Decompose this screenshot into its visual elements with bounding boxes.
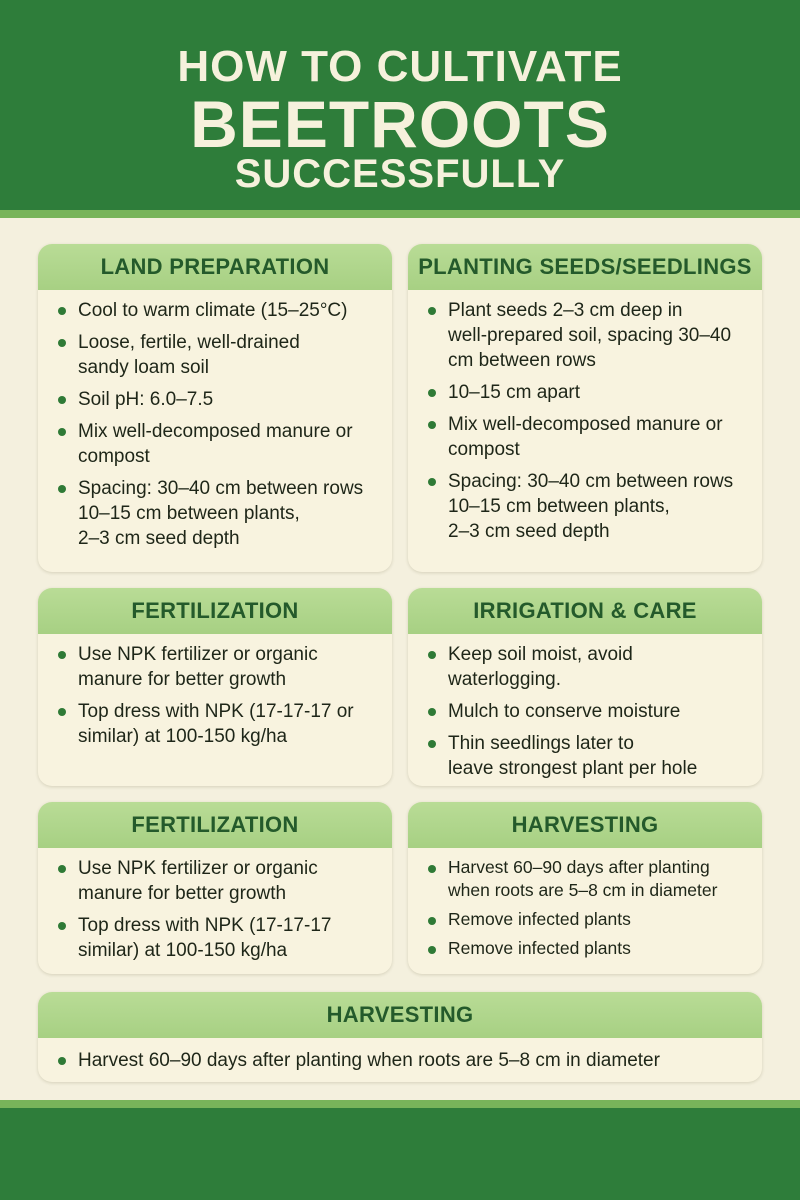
bullet-dot-icon	[428, 651, 436, 659]
bullet-text: sandy loam soil	[78, 357, 209, 378]
bullet-text: Thin seedlings later to	[448, 733, 634, 754]
bullet-dot-icon	[58, 428, 66, 436]
bullet-item	[56, 298, 378, 323]
bullet-text: compost	[78, 446, 150, 467]
bullet-text: Remove infected plants	[448, 909, 631, 929]
bullet-item	[56, 856, 378, 906]
bullet-item	[426, 298, 748, 373]
bullet-item	[426, 412, 748, 462]
bullet-text: Cool to warm climate (15–25°C)	[78, 300, 348, 321]
bullet-text: leave strongest plant per hole	[448, 758, 698, 779]
bullet-item	[426, 731, 748, 781]
bullet-dot-icon	[58, 339, 66, 347]
bullet-list	[38, 290, 392, 568]
bullet-text: Top dress with NPK (17-17-17 or	[78, 701, 354, 722]
title-line-3: SUCCESSFULLY	[234, 152, 566, 196]
bullet-text: Plant seeds 2–3 cm deep in	[448, 300, 683, 321]
bullet-text: when roots are 5–8 cm in diameter	[448, 880, 718, 900]
bullet-text: well-prepared soil, spacing 30–40	[448, 325, 732, 346]
bullet-dot-icon	[428, 389, 436, 397]
bullet-dot-icon	[428, 740, 436, 748]
bullet-item	[56, 330, 378, 380]
card-irrigation	[408, 588, 762, 786]
bullet-text: manure for better growth	[78, 883, 287, 904]
bullet-text: Mulch to conserve moisture	[448, 701, 681, 722]
header-stripe	[0, 210, 800, 218]
bullet-dot-icon	[58, 922, 66, 930]
card-title: IRRIGATION & CARE	[408, 588, 762, 634]
bullet-item	[426, 856, 748, 902]
bullet-list	[408, 848, 762, 976]
bullet-item	[426, 937, 748, 960]
bullet-list	[38, 848, 392, 980]
bullet-text: 10–15 cm between plants,	[448, 496, 670, 517]
bullet-text: Harvest 60–90 days after planting	[448, 857, 710, 877]
card-title: FERTILIZATION	[38, 802, 392, 848]
bullet-dot-icon	[58, 651, 66, 659]
card-title: LAND PREPARATION	[38, 244, 392, 290]
bullet-text: Mix well-decomposed manure or	[448, 414, 723, 435]
bullet-list	[38, 634, 392, 766]
footer-stripe	[0, 1100, 800, 1108]
bullet-item	[56, 1048, 748, 1073]
bullet-dot-icon	[58, 865, 66, 873]
bullet-item	[56, 419, 378, 469]
bullet-dot-icon	[428, 421, 436, 429]
card-fertilization-2	[38, 802, 392, 974]
bullet-text: Spacing: 30–40 cm between rows	[448, 471, 734, 492]
card-harvesting-2	[38, 992, 762, 1082]
bullet-text: Keep soil moist, avoid	[448, 644, 633, 665]
bullet-text: waterlogging.	[448, 669, 562, 690]
bullet-item	[56, 642, 378, 692]
bullet-text: similar) at 100-150 kg/ha	[78, 940, 288, 961]
bullet-text: Soil pH: 6.0–7.5	[78, 389, 214, 410]
bullet-item	[426, 908, 748, 931]
bullet-dot-icon	[58, 485, 66, 493]
bullet-text: manure for better growth	[78, 669, 287, 690]
title-line-1: HOW TO CULTIVATE	[177, 42, 623, 91]
bullet-text: 10–15 cm between plants,	[78, 503, 300, 524]
bullet-text: 10–15 cm apart	[448, 382, 581, 403]
bullet-dot-icon	[428, 307, 436, 315]
bullet-item	[56, 913, 378, 963]
title-banner	[0, 0, 800, 210]
card-land-preparation	[38, 244, 392, 572]
card-title: FERTILIZATION	[38, 588, 392, 634]
bullet-text: cm between rows	[448, 350, 596, 371]
bullet-item	[426, 380, 748, 405]
bullet-dot-icon	[428, 478, 436, 486]
bullet-item	[56, 476, 378, 551]
bullet-dot-icon	[428, 708, 436, 716]
card-planting	[408, 244, 762, 572]
bullet-text: 2–3 cm seed depth	[78, 528, 240, 549]
title-line-2: BEETROOTS	[190, 87, 610, 161]
footer-band	[0, 1108, 800, 1200]
bullet-item	[426, 469, 748, 544]
bullet-text: Spacing: 30–40 cm between rows	[78, 478, 364, 499]
bullet-text: Remove infected plants	[448, 938, 631, 958]
bullet-dot-icon	[58, 708, 66, 716]
bullet-text: Top dress with NPK (17-17-17	[78, 915, 332, 936]
bullet-text: compost	[448, 439, 520, 460]
bullet-item	[56, 387, 378, 412]
bullet-item	[426, 699, 748, 724]
bullet-dot-icon	[58, 396, 66, 404]
bullet-text: Loose, fertile, well-drained	[78, 332, 300, 353]
card-title: PLANTING SEEDS/SEEDLINGS	[408, 244, 762, 290]
card-title: HARVESTING	[408, 802, 762, 848]
bullet-list	[408, 290, 762, 561]
bullet-text: Use NPK fertilizer or organic	[78, 858, 318, 879]
bullet-dot-icon	[58, 1057, 66, 1065]
bullet-text: Harvest 60–90 days after planting when roots are 5–8 cm in diameter	[78, 1050, 660, 1071]
bullet-list	[38, 1038, 762, 1090]
card-harvesting-1	[408, 802, 762, 974]
bullet-item	[56, 699, 378, 749]
bullet-text: 2–3 cm seed depth	[448, 521, 610, 542]
bullet-item	[426, 642, 748, 692]
bullet-text: Use NPK fertilizer or organic	[78, 644, 318, 665]
bullet-dot-icon	[428, 917, 436, 925]
bullet-dot-icon	[428, 865, 436, 873]
bullet-dot-icon	[58, 307, 66, 315]
card-fertilization-1	[38, 588, 392, 786]
bullet-dot-icon	[428, 946, 436, 954]
bullet-text: similar) at 100-150 kg/ha	[78, 726, 288, 747]
bullet-list	[408, 634, 762, 798]
card-title: HARVESTING	[38, 992, 762, 1038]
bullet-text: Mix well-decomposed manure or	[78, 421, 353, 442]
